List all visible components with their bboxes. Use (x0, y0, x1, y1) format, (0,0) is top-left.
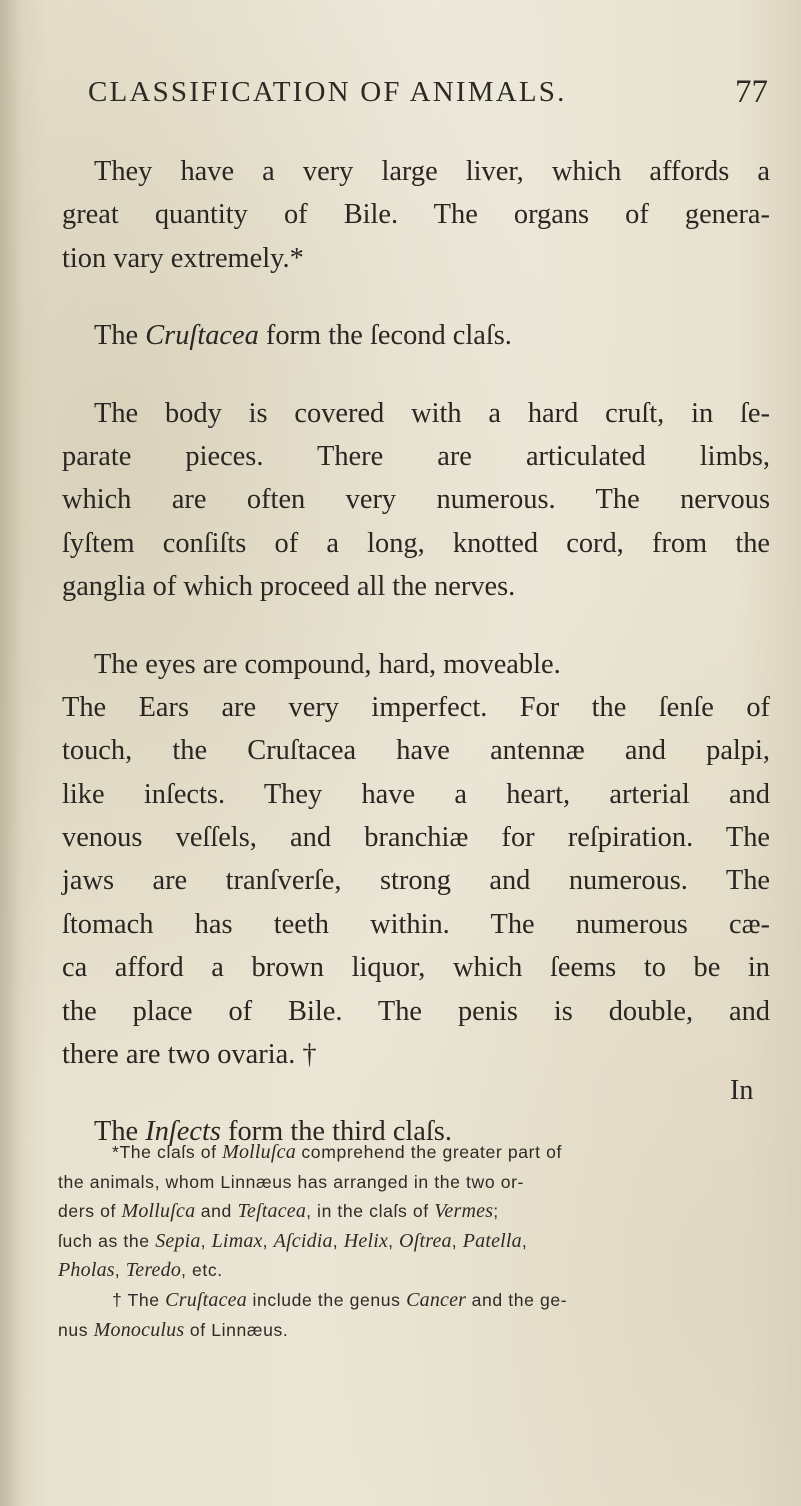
text-segment: , in the claſs of (306, 1201, 435, 1222)
footnotes (58, 1138, 770, 1345)
text-segment: include the genus (246, 1289, 407, 1310)
text-segment: of Linnæus. (184, 1319, 289, 1340)
italic-term: Teredo (125, 1259, 182, 1282)
text-line: The eyes are compound, hard, moveable. (94, 648, 561, 680)
text-segment: , (451, 1230, 463, 1251)
text-segment: comprehend the greater part of (295, 1142, 562, 1162)
text-line: They have a very large liver, which affords a (94, 156, 770, 187)
text-line: which are often very numerous. The nervous (62, 484, 770, 516)
text-segment: , etc. (181, 1260, 223, 1281)
text-segment: , (200, 1230, 212, 1251)
text-segment: , (388, 1230, 400, 1251)
footnote-line (58, 1256, 770, 1286)
text-segment: nus (58, 1319, 94, 1340)
page-gutter-shadow (0, 0, 22, 1506)
footnote-line: the animals, whom Linnæus has arranged in the two or- (58, 1171, 525, 1192)
text-segment: ; (493, 1201, 499, 1222)
main-text (62, 150, 770, 1154)
text-line: The Ears are very imperfect. For the ſenſe of (62, 691, 770, 723)
text-line: jaws are tranſverſe, strong and numerous. The (62, 865, 770, 897)
text-segment: † The (112, 1289, 166, 1310)
text-line: ganglia of which proceed all the nerves. (62, 571, 516, 603)
running-header (88, 76, 768, 109)
italic-term: Aſcidia (273, 1229, 333, 1252)
italic-term: Teſtacea (237, 1200, 307, 1223)
italic-term: Inſects (145, 1116, 221, 1148)
header-title: CLASSIFICATION OF ANIMALS. (88, 76, 567, 108)
text-segment: and the ge- (466, 1289, 568, 1310)
footnote-line (58, 1197, 770, 1227)
italic-term: Pholas (58, 1259, 115, 1282)
text-line: touch, the Cruſtacea have antennæ and palpi, (62, 735, 770, 767)
paragraph-crustacea-class (62, 314, 770, 357)
text-line: like inſects. They have a heart, arterial and (62, 778, 770, 810)
text-line: venous veſſels, and branchiæ for reſpiration. The (62, 822, 770, 854)
paragraph-liver (62, 150, 770, 280)
italic-term: Molluſca (222, 1141, 296, 1163)
italic-term: Cruſtacea (165, 1288, 247, 1311)
text-segment: ſuch as the (58, 1230, 156, 1251)
footnote-line (58, 1286, 770, 1316)
italic-term: Monoculus (93, 1318, 185, 1341)
text-line: great quantity of Bile. The organs of genera- (62, 199, 770, 231)
text-segment: The (94, 1116, 146, 1148)
text-segment: form the ſecond claſs. (258, 320, 512, 352)
text-line: ca afford a brown liquor, which ſeems to be in (62, 952, 770, 984)
text-line: ſtomach has teeth within. The numerous cæ- (62, 908, 770, 940)
text-line: there are two ovaria. † (62, 1039, 317, 1071)
text-line: the place of Bile. The penis is double, and (62, 995, 770, 1027)
catchword: In (730, 1075, 754, 1106)
paragraph-body-crust (62, 392, 770, 609)
italic-term: Limax (211, 1229, 263, 1252)
text-segment: ders of (58, 1201, 122, 1222)
text-line: tion vary extremely.* (62, 242, 304, 274)
footnote-line (58, 1138, 770, 1168)
italic-term: Oſtrea (399, 1229, 452, 1252)
italic-term: Molluſca (121, 1200, 196, 1223)
page-number: 77 (735, 74, 768, 110)
footnote-line (58, 1316, 770, 1346)
text-segment: and (195, 1201, 238, 1222)
text-segment: , (521, 1230, 528, 1251)
italic-term: Vermes (434, 1200, 494, 1223)
italic-term: Helix (343, 1229, 389, 1252)
text-segment: , (262, 1230, 274, 1251)
text-segment: The (94, 320, 146, 352)
text-segment: form the third claſs. (220, 1116, 452, 1148)
text-segment: , (114, 1260, 126, 1281)
text-segment: *The claſs of (112, 1142, 223, 1162)
text-line: parate pieces. There are articulated limbs, (62, 440, 770, 472)
italic-term: Cruſtacea (145, 320, 259, 352)
paragraph-eyes (62, 643, 770, 1077)
italic-term: Cancer (406, 1288, 467, 1311)
italic-term: Sepia (155, 1229, 201, 1252)
text-line: The body is covered with a hard cruſt, in ſe- (94, 397, 770, 429)
text-segment: , (332, 1230, 344, 1251)
italic-term: Patella (462, 1229, 522, 1252)
text-line (62, 314, 770, 357)
footnote-line (58, 1227, 770, 1257)
text-line: ſyſtem conſiſts of a long, knotted cord, from the (62, 527, 770, 559)
